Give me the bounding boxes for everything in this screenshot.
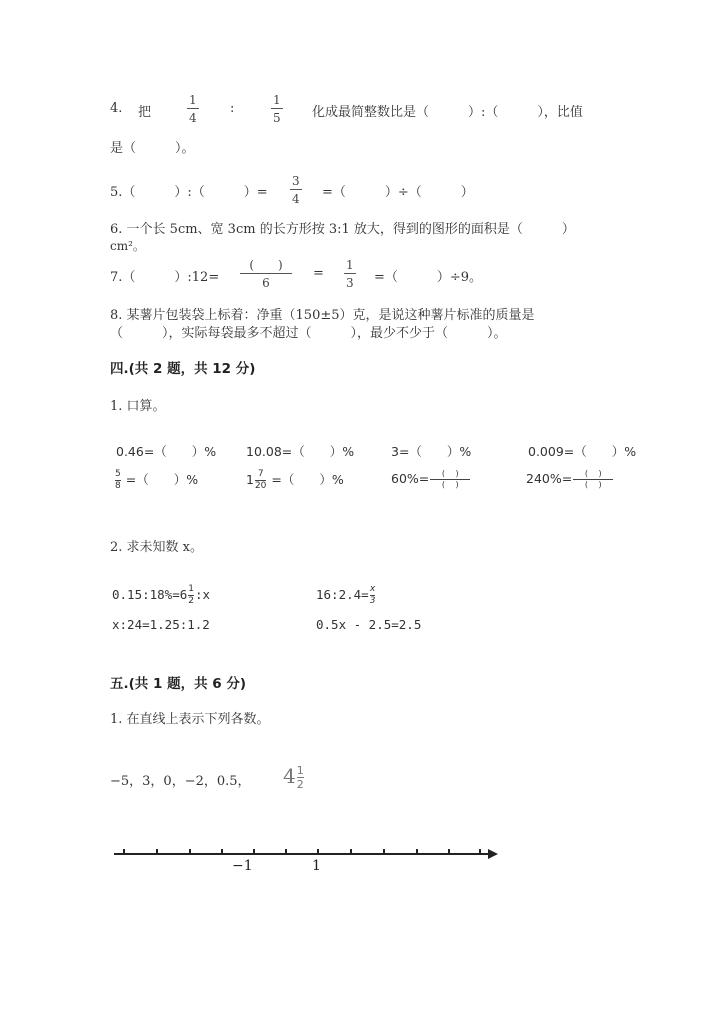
equals-sign: = [313, 266, 324, 281]
tick-mark [317, 849, 319, 854]
blank-fraction [573, 470, 613, 489]
mental-math-item: 10.08=（ ）% [246, 444, 355, 459]
denominator: 2 [296, 778, 304, 791]
denominator: 2 [188, 596, 194, 606]
question-title: 2. 求未知数 x。 [110, 540, 203, 555]
fraction-one-fifth [271, 94, 283, 124]
question-text: =（ ）÷（ ） [322, 185, 474, 200]
equation-text: 16:2.4= [316, 587, 369, 602]
denominator: 20 [254, 481, 267, 491]
equation [112, 585, 210, 606]
denominator: 6 [262, 276, 270, 290]
question-text: 5.（ ）:（ ）= [110, 185, 268, 200]
tick-label-minus-one: −1 [232, 858, 253, 874]
fraction-three-quarters [290, 175, 302, 205]
denominator: ( ) [584, 480, 602, 489]
question-text: =（ ）÷9。 [374, 270, 483, 285]
equation: x:24=1.25:1.2 [112, 617, 210, 632]
numerator: 3 [292, 174, 300, 188]
item-text: 240%= [526, 471, 573, 486]
equation [316, 585, 376, 606]
tick-mark [383, 849, 385, 854]
number-line-axis [114, 853, 490, 855]
numerator: 5 [115, 469, 121, 479]
question-title: 1. 口算。 [110, 399, 166, 414]
question-text-line2: 是（ ）。 [110, 141, 195, 156]
item-text: =（ ）% [125, 472, 199, 487]
mental-math-item: 0.46=（ ）% [116, 444, 217, 459]
denominator: 5 [273, 111, 281, 125]
numerator: 1 [189, 93, 197, 107]
tick-mark [253, 849, 255, 854]
blank-fraction [430, 470, 470, 489]
question-text: 7.（ ）:12= [110, 270, 220, 285]
equation-text: 0.15:18%=6 [112, 587, 188, 602]
numerator: 1 [273, 93, 281, 107]
tick-mark [416, 849, 418, 854]
numerator: 1 [296, 764, 304, 777]
tick-mark [479, 849, 481, 854]
denominator: 3 [369, 596, 376, 606]
numerator: ( ) [441, 469, 459, 478]
whole-part: 1 [246, 472, 254, 487]
tick-mark [448, 849, 450, 854]
fraction-one-quarter [187, 94, 199, 124]
question-text: 化成最简整数比是（ ）:（ ），比值 [312, 105, 583, 120]
item-text: =（ ）% [271, 472, 344, 487]
mixed-number [283, 764, 305, 790]
tick-label-one: 1 [312, 858, 321, 874]
denominator: 4 [292, 192, 300, 206]
denominator: ( ) [441, 480, 459, 489]
numerator: 1 [188, 584, 194, 594]
numerator: 7 [257, 469, 264, 479]
equation-text: :x [195, 587, 211, 602]
denominator: 3 [346, 276, 354, 290]
fraction-one-half [297, 765, 304, 790]
item-text: 60%= [391, 471, 430, 486]
fraction-five-eighths [115, 470, 121, 491]
denominator: 8 [115, 481, 121, 491]
denominator: 4 [189, 111, 197, 125]
question-title: 1. 在直线上表示下列各数。 [110, 712, 270, 727]
tick-mark [350, 849, 352, 854]
equation: 0.5x - 2.5=2.5 [316, 617, 422, 632]
tick-mark [123, 849, 125, 854]
mental-math-item [391, 470, 471, 489]
mental-math-item [526, 470, 614, 489]
question-text: 把 [138, 105, 152, 120]
fraction-x-over-three [370, 585, 376, 606]
whole-part: 4 [283, 764, 296, 788]
fraction-blank-over-six [240, 259, 292, 289]
fraction-one-half [188, 585, 194, 606]
question-text-line2: （ ），实际每袋最多不超过（ ），最少不少于（ ）。 [110, 326, 507, 341]
mental-math-item: 0.009=（ ）% [528, 444, 637, 459]
question-text: 8. 某薯片包装袋上标着：净重（150±5）克，是说这种薯片标准的质量是 [110, 308, 535, 323]
section-heading: 五.(共 1 题，共 6 分) [110, 676, 247, 692]
number-list: −5，3，0，−2，0.5， [110, 774, 251, 789]
tick-mark [156, 849, 158, 854]
fraction-one-third [344, 259, 356, 289]
numerator: 1 [346, 258, 354, 272]
mental-math-item: 3=（ ）% [391, 444, 472, 459]
tick-mark [221, 849, 223, 854]
question-text-line2: cm²。 [110, 239, 145, 253]
ratio-colon: : [230, 101, 235, 116]
question-text: 6. 一个长 5cm、宽 3cm 的长方形按 3:1 放大，得到的图形的面积是（ ） [110, 222, 575, 237]
mental-math-item [246, 470, 344, 491]
fraction-seven-twentieths [255, 470, 266, 491]
numerator: ( ) [584, 469, 602, 478]
tick-mark [285, 849, 287, 854]
arrow-right-icon [488, 849, 498, 859]
numerator: x [369, 584, 376, 594]
tick-mark [189, 849, 191, 854]
section-heading: 四.(共 2 题，共 12 分) [110, 361, 256, 377]
question-number: 4. [110, 101, 123, 116]
mental-math-item [114, 470, 198, 491]
numerator: ( ) [249, 258, 283, 272]
